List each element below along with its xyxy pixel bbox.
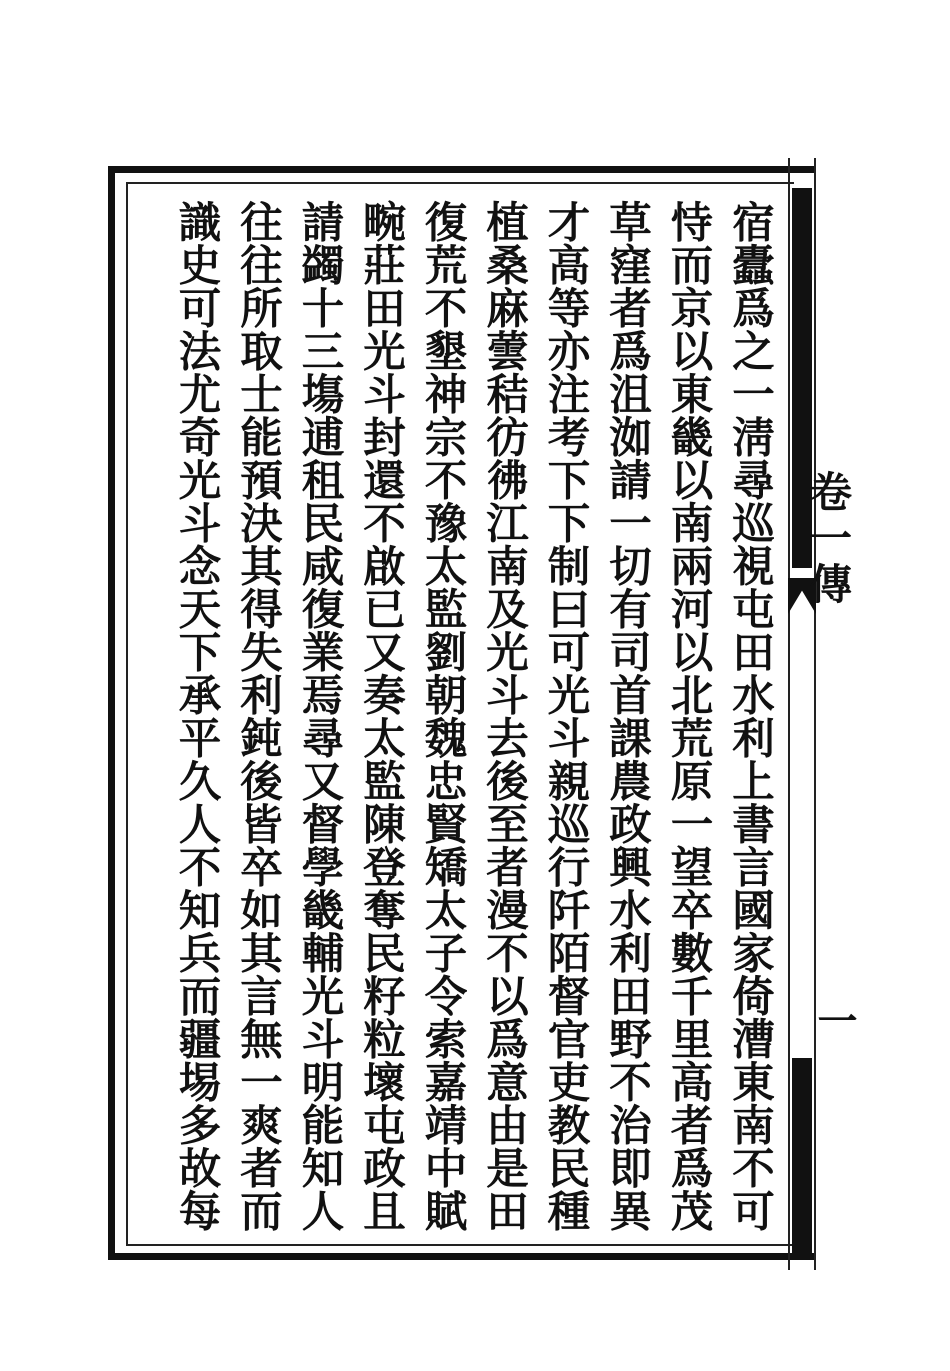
text-column: 請蠲十三塲逋租民咸復業焉尋又督學畿輔光斗明能知人: [294, 200, 345, 1232]
spine-line-left: [788, 158, 790, 1270]
text-column: 植桑麻蕓秸彷彿江南及光斗去後至者漫不以爲意由是田: [479, 200, 529, 1232]
spine-page-number: 一: [811, 1000, 858, 1040]
text-column: 草窪者爲沮洳請一切有司首課農政興水利田野不治即異: [602, 200, 652, 1232]
spine-line-right: [814, 158, 816, 1270]
book-spine: [788, 158, 816, 1270]
text-column: 恃而京以東畿以南兩河以北荒原一望卒數千里高者爲茂: [663, 200, 714, 1232]
text-column: 畹莊田光斗封還不啟已又奏太監陳登奪民籽粒壞屯政且: [356, 200, 406, 1232]
text-column: 復荒不墾神宗不豫太監劉朝魏忠賢矯太子令索嘉靖中賦: [417, 200, 468, 1232]
text-column: 才高等亦注考下下制曰可光斗親巡行阡陌督官吏教民種: [540, 200, 591, 1232]
text-column: 識史可法尤奇光斗念天下承平久人不知兵而疆埸多故每: [171, 200, 222, 1232]
text-column: 往往所取士能預決其得失利鈍後皆卒如其言無一爽者而: [233, 200, 283, 1232]
text-column: 宿蠹爲之一淸尋巡視屯田水利上書言國家倚漕東南不可: [725, 200, 775, 1232]
main-text: [140, 200, 780, 1240]
spine-volume-label: 卷一傳: [804, 470, 853, 608]
spine-black-block-bottom: [792, 1058, 812, 1258]
